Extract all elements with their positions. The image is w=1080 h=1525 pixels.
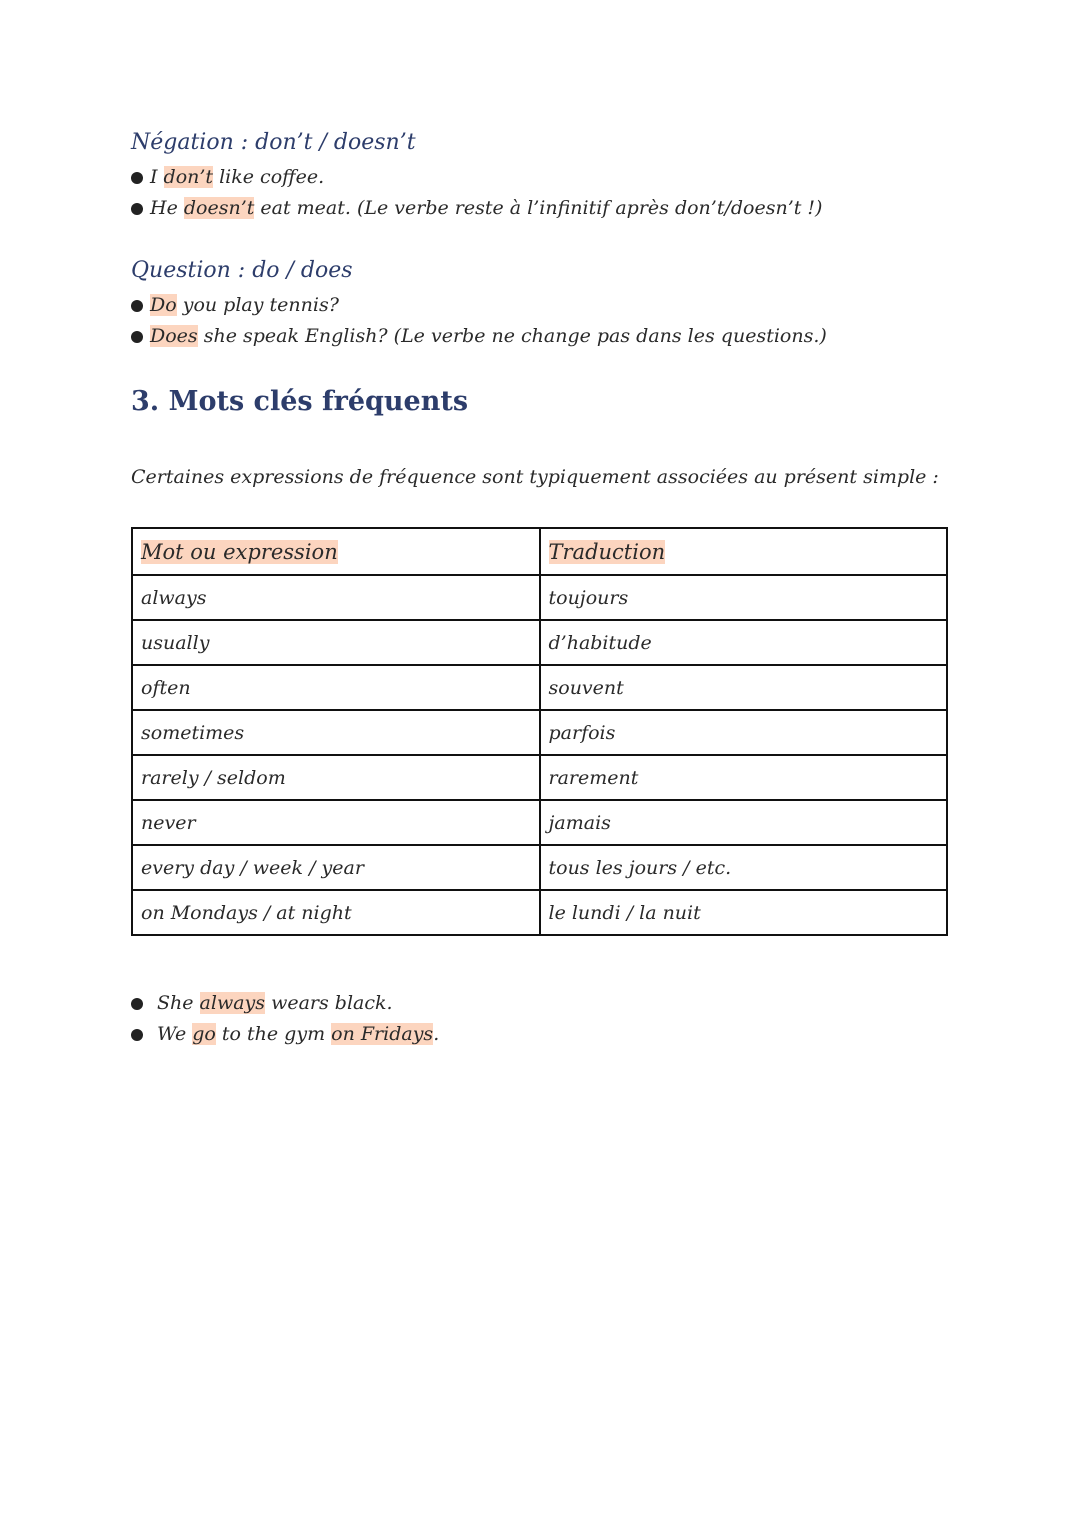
translation-cell: parfois <box>540 710 948 755</box>
expression-cell: often <box>132 665 540 710</box>
negation-example-1 <box>131 166 324 188</box>
expression-cell: rarely / seldom <box>132 755 540 800</box>
bullet-icon <box>131 172 143 184</box>
text-segment: she speak English? (Le verbe ne change pas dans les questions.) <box>197 325 827 347</box>
question-heading: Question : do / does <box>131 258 353 283</box>
expression-cell: on Mondays / at night <box>132 890 540 935</box>
expression-cell: sometimes <box>132 710 540 755</box>
negation-example-2 <box>131 197 822 219</box>
bullet-icon <box>131 203 143 215</box>
translation-cell: rarement <box>540 755 948 800</box>
text-segment: wears black. <box>265 992 393 1014</box>
highlighted-text: go <box>192 1023 216 1045</box>
table-row <box>132 575 947 620</box>
highlighted-text: always <box>199 992 266 1014</box>
translation-cell: souvent <box>540 665 948 710</box>
example-line-1 <box>131 992 393 1014</box>
highlighted-text: Does <box>150 325 198 347</box>
table-row <box>132 620 947 665</box>
section-title: 3. Mots clés fréquents <box>131 386 469 417</box>
frequency-table <box>131 527 948 936</box>
expression-cell: every day / week / year <box>132 845 540 890</box>
expression-cell: never <box>132 800 540 845</box>
question-example-1 <box>131 294 339 316</box>
header-expression: Mot ou expression <box>141 539 338 564</box>
highlighted-text: Do <box>150 294 177 316</box>
text-segment: I <box>150 166 164 188</box>
text-segment: . <box>433 1023 440 1045</box>
bullet-icon <box>131 331 143 343</box>
table-row <box>132 665 947 710</box>
highlighted-text: doesn’t <box>183 197 255 219</box>
translation-cell: le lundi / la nuit <box>540 890 948 935</box>
text-segment: you play tennis? <box>176 294 339 316</box>
table-row <box>132 800 947 845</box>
header-translation: Traduction <box>548 539 666 564</box>
highlighted-text: on Fridays <box>331 1023 434 1045</box>
table-row <box>132 890 947 935</box>
text-segment: to the gym <box>215 1023 332 1045</box>
translation-cell: d’habitude <box>540 620 948 665</box>
example-line-2 <box>131 1023 439 1045</box>
text-segment: She <box>157 992 200 1014</box>
translation-cell: jamais <box>540 800 948 845</box>
text-segment: like coffee. <box>213 166 325 188</box>
table-header-row <box>132 528 947 575</box>
bullet-icon <box>131 1029 143 1041</box>
expression-cell: usually <box>132 620 540 665</box>
table-row <box>132 710 947 755</box>
table-row <box>132 755 947 800</box>
question-example-2 <box>131 325 827 347</box>
section-intro: Certaines expressions de fréquence sont typiquement associées au présent simple : <box>131 466 939 488</box>
bullet-icon <box>131 998 143 1010</box>
translation-cell: tous les jours / etc. <box>540 845 948 890</box>
bullet-icon <box>131 300 143 312</box>
highlighted-text: don’t <box>163 166 214 188</box>
negation-heading: Négation : don’t / doesn’t <box>131 130 416 155</box>
expression-cell: always <box>132 575 540 620</box>
translation-cell: toujours <box>540 575 948 620</box>
table-row <box>132 845 947 890</box>
text-segment: He <box>150 197 184 219</box>
text-segment: eat meat. (Le verbe reste à l’infinitif après don’t/doesn’t !) <box>254 197 823 219</box>
text-segment: We <box>157 1023 193 1045</box>
